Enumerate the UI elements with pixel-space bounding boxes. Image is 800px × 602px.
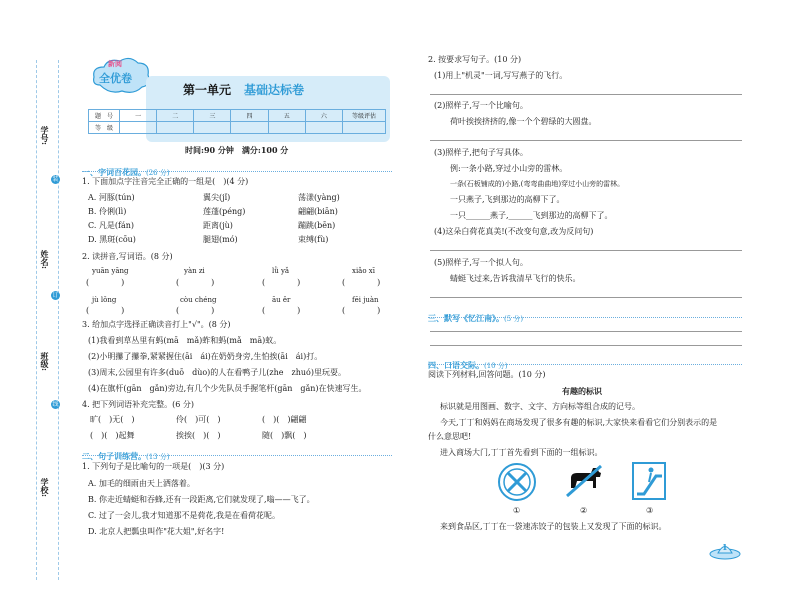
- option-text: A. 加毛的细雨由天上洒落着。: [88, 479, 195, 488]
- option-text: 翩翩(biān): [298, 207, 338, 216]
- score-table: [88, 109, 386, 134]
- binding-hole-3: 线: [52, 401, 59, 408]
- no-entry-sign-icon: [497, 462, 537, 502]
- pinyin: fēi juàn: [352, 296, 379, 304]
- section-1-heading: 一、字词百花园。(26 分): [82, 168, 170, 177]
- no-pets-sign-icon: [563, 462, 605, 502]
- score-header: 一: [120, 110, 157, 122]
- option-text: 翼尖(jǐ): [203, 193, 231, 202]
- fill-in-line[interactable]: 一只______燕子,______飞到那边的高柳下了。: [450, 211, 613, 220]
- answer-line[interactable]: [430, 94, 742, 95]
- score-header: 等级评估: [343, 110, 386, 122]
- score-row-label: 等 级: [89, 122, 120, 134]
- idiom-blank[interactable]: 随( )飘( ): [262, 431, 307, 440]
- answer-blank[interactable]: ( ): [342, 306, 381, 315]
- question-line: (2)照样子,写一个比喻句。: [434, 101, 528, 110]
- score-header: 二: [157, 110, 194, 122]
- answer-blank[interactable]: ( ): [342, 278, 381, 287]
- score-cell[interactable]: [231, 122, 268, 134]
- badge-top: 新阅: [108, 60, 122, 68]
- time-line: 时间:90 分钟 满分:100 分: [185, 145, 289, 155]
- school-label: 学校:: [40, 478, 50, 497]
- name-label: 姓名:: [40, 250, 50, 269]
- pinyin: yuān yāng: [92, 267, 129, 275]
- page-subtitle: 基础达标卷: [244, 83, 305, 97]
- passage-text: 进入商场大门,丁丁首先看到下面的一组标识。: [440, 448, 603, 457]
- pinyin: jù lǒng: [92, 296, 117, 304]
- option-text: 莲蓬(péng): [203, 207, 246, 216]
- answer-blank[interactable]: ( ): [176, 306, 215, 315]
- pinyin: yàn zi: [184, 267, 205, 275]
- option-text: A. 河豚(tún): [88, 193, 135, 202]
- example-line: 蜻蜓飞过来,告诉我清早飞行的快乐。: [450, 274, 581, 283]
- option-text: B. 你走近蜻蜓和吞蜂,还有一段距离,它们就发现了,嗡——飞了。: [88, 495, 315, 504]
- option-text: D. 黑斑(cōu): [88, 235, 136, 244]
- section-2-heading: 二、句子训练营。(13 分): [82, 452, 170, 461]
- question-line: (4)在旗杆(gān gǎn)旁边,有几个少先队员手握笔杆(gān gǎn)在快速写生。: [88, 384, 367, 393]
- s1-q4-stem: 4. 把下列词语补充完整。(6 分): [82, 400, 195, 409]
- sign-label: ①: [513, 506, 521, 515]
- question-line: (1)用上"机灵"一词,写写燕子的飞行。: [434, 71, 568, 80]
- option-text: B. 伶俐(lì): [88, 207, 127, 216]
- pinyin: āu ěr: [272, 296, 291, 304]
- score-cell[interactable]: [305, 122, 342, 134]
- question-line: (3)周末,公园里有许多(duō dùo)的人在看鸭子儿(zhe zhuó)里玩耍。: [88, 368, 346, 377]
- answer-blank[interactable]: ( ): [262, 278, 301, 287]
- passage-text: 来到食品区,丁丁在一袋速冻饺子的包装上又发现了下面的标识。: [440, 522, 667, 531]
- question-line: 一只燕子,飞到那边的高柳下了。: [450, 195, 565, 204]
- option-text: 距离(jù): [203, 221, 233, 230]
- score-cell[interactable]: [343, 122, 386, 134]
- answer-line[interactable]: [430, 345, 742, 346]
- option-text: C. 凡是(fán): [88, 221, 135, 230]
- option-text: 蹦跳(bēn): [298, 221, 336, 230]
- idiom-blank[interactable]: ( )( )翩翩: [262, 415, 307, 424]
- question-line: (5)照样子,写一个拟人句。: [434, 258, 528, 267]
- example-line: 一条(石板铺成的)小路,(弯弯曲曲地)穿过小山旁的雷林。: [450, 180, 625, 188]
- s2-q1-stem: 1. 下列句子是比喻句的一项是( )(3 分): [82, 462, 225, 471]
- escalator-sign-icon: [632, 462, 666, 500]
- section-divider: [428, 364, 742, 365]
- binding-hole-2: 订: [52, 292, 59, 299]
- question-line: (2)小明攥了攥拳,紧紧握住(āi ái)在奶奶身旁,生怕挨(āi ái)打。: [88, 352, 323, 361]
- question-line: (4)这朵白荷花真美!(不改变句意,改为反问句): [434, 227, 594, 236]
- answer-line[interactable]: [430, 297, 742, 298]
- section-3-heading: 三、默写《忆江南》。(5 分): [428, 314, 524, 323]
- answer-blank[interactable]: ( ): [86, 306, 125, 315]
- score-cell[interactable]: [120, 122, 157, 134]
- option-text: C. 过了一会儿,我才知道那不是荷花,我是在看荷花呢。: [88, 511, 281, 520]
- section-divider: [428, 317, 742, 318]
- student-no-label: 学号:: [40, 126, 50, 145]
- example-line: 荷叶挨挨挤挤的,像一个个碧绿的大圆盘。: [450, 117, 597, 126]
- passage-text: 什么意思吧!: [428, 432, 472, 441]
- class-label: 班级:: [40, 352, 50, 371]
- score-cell[interactable]: [194, 122, 231, 134]
- s1-q1-stem: 1. 下面加点字注音完全正确的一组是( )(4 分): [82, 177, 249, 186]
- binding-hole-1: 装: [52, 176, 59, 183]
- passage-text: 标识就是用图画、数字、文字、方向标等组合成的记号。: [440, 402, 640, 411]
- page-number: 1: [722, 542, 728, 552]
- sign-label: ②: [580, 506, 588, 515]
- answer-blank[interactable]: ( ): [262, 306, 301, 315]
- option-text: 束缚(fù): [298, 235, 329, 244]
- answer-blank[interactable]: ( ): [176, 278, 215, 287]
- score-header: 六: [305, 110, 342, 122]
- page-title: 第一单元: [183, 83, 232, 97]
- idiom-blank[interactable]: 挨挨( )( ): [176, 431, 221, 440]
- option-text: 荡漾(yàng): [298, 193, 340, 202]
- s1-q3-stem: 3. 给加点字选择正确读音打上"√"。(8 分): [82, 320, 231, 329]
- idiom-blank[interactable]: 伶( )可( ): [176, 415, 221, 424]
- passage-title: 有趣的标识: [562, 386, 602, 396]
- score-header: 三: [194, 110, 231, 122]
- score-header: 题 号: [89, 110, 120, 122]
- idiom-blank[interactable]: ( )( )起舞: [90, 431, 135, 440]
- idiom-blank[interactable]: 旷( )无( ): [90, 415, 135, 424]
- answer-line[interactable]: [430, 140, 742, 141]
- question-line: (1)我看到草丛里有蚂(mā mǎ)蚱和蚂(mǎ mā)蚁。: [88, 336, 282, 345]
- score-cell[interactable]: [268, 122, 305, 134]
- section-4-heading: 四、口语交际。(10 分): [428, 361, 508, 370]
- option-text: D. 北京人把瓢虫叫作"花大姐",好名字!: [88, 527, 225, 536]
- pinyin: xiǎo xī: [352, 267, 375, 275]
- section-divider: [82, 455, 392, 456]
- score-header: 五: [268, 110, 305, 122]
- s2-q2-stem: 2. 按要求写句子。(10 分): [428, 55, 522, 64]
- badge-main: 全优卷: [99, 72, 132, 85]
- section-divider: [82, 171, 392, 172]
- passage-text: 今天,丁丁和妈妈在商场发现了很多有趣的标识,大家快来看看它们分别表示的是: [440, 418, 718, 427]
- answer-blank[interactable]: ( ): [86, 278, 125, 287]
- score-cell[interactable]: [157, 122, 194, 134]
- example-line: 例:一条小路,穿过小山旁的雷林。: [450, 164, 568, 173]
- question-line: (3)照样子,把句子写具体。: [434, 148, 528, 157]
- score-header: 四: [231, 110, 268, 122]
- pinyin: còu chéng: [180, 296, 217, 304]
- answer-line[interactable]: [430, 331, 742, 332]
- s1-q2-stem: 2. 读拼音,写词语。(8 分): [82, 252, 173, 261]
- pinyin: lǜ yǎ: [272, 267, 290, 275]
- sign-label: ③: [646, 506, 654, 515]
- s4-intro: 阅读下列材料,回答问题。(10 分): [428, 370, 546, 379]
- answer-line[interactable]: [430, 250, 742, 251]
- option-text: 腿翅(mó): [203, 235, 238, 244]
